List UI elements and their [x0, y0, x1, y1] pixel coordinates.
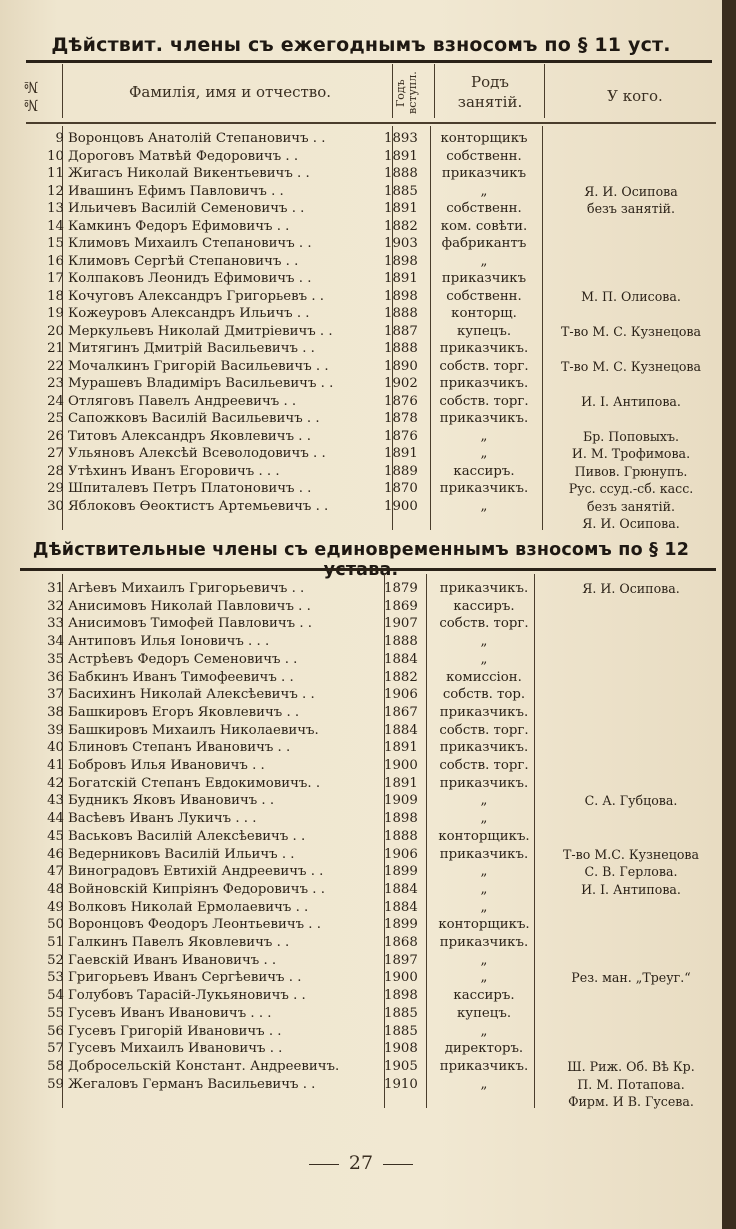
employer: И. І. Антипова. [581, 881, 681, 897]
table-row [0, 580, 722, 598]
row-number: 13 [47, 201, 64, 216]
row-number: 56 [47, 1023, 64, 1039]
join-year: 1900 [384, 498, 418, 514]
row-number: 34 [47, 634, 64, 650]
member-name: Бабкинъ Иванъ Тимофеевичъ . . [68, 669, 294, 685]
table-row [0, 148, 722, 166]
row-number: 11 [47, 166, 64, 181]
employer: Я. И. Осипова [584, 183, 678, 199]
member-name: Дороговъ Матвѣй Федоровичъ . . [68, 148, 299, 164]
join-year: 1898 [384, 811, 418, 827]
row-number: 27 [47, 446, 64, 461]
join-year: 1876 [384, 428, 418, 444]
table-row [0, 498, 722, 516]
member-name: Кочуговъ Александръ Григорьевъ . . [68, 288, 324, 304]
join-year: 1888 [384, 341, 418, 356]
table-row [0, 410, 722, 428]
join-year: 1908 [384, 1041, 418, 1057]
column-header-year: Годъ вступл. [394, 71, 419, 115]
join-year: 1891 [384, 775, 418, 791]
join-year: 1907 [384, 616, 418, 632]
occupation: „ [480, 651, 488, 667]
occupation: кассиръ. [453, 988, 515, 1004]
table-row [0, 686, 722, 704]
table-row [0, 669, 722, 687]
occupation: „ [480, 253, 488, 269]
table-row [0, 1005, 722, 1023]
join-year: 1876 [384, 393, 418, 409]
table-row [0, 934, 722, 952]
occupation: приказчикъ [441, 271, 527, 286]
table-row [0, 863, 722, 881]
join-year: 1882 [384, 669, 418, 685]
join-year: 1902 [384, 376, 418, 391]
member-name: Камкинъ Федоръ Ефимовичъ . . [68, 218, 290, 234]
member-name: Астрѣевъ Федоръ Семеновичъ . . [68, 651, 298, 667]
occupation: приказчикъ. [439, 740, 529, 756]
member-name: Анисимовъ Тимофей Павловичъ . . [68, 616, 313, 632]
divider [62, 64, 63, 118]
column-header-name: Фамилія, имя и отчество. [128, 83, 332, 101]
join-year: 1906 [384, 687, 418, 703]
table-row [0, 463, 722, 481]
occupation: конторщ. [451, 306, 517, 321]
employer: Я. И. Осипова. [582, 516, 680, 531]
member-name: Волковъ Николай Ермолаевичъ . . [68, 899, 309, 915]
member-name: Блиновъ Степанъ Ивановичъ . . [68, 740, 291, 756]
join-year: 1888 [384, 166, 418, 181]
row-number: 25 [47, 411, 64, 426]
table-row [0, 340, 722, 358]
occupation: собств. торг. [439, 758, 529, 773]
row-number: 31 [47, 581, 64, 596]
join-year: 1891 [384, 148, 418, 164]
table-row [0, 253, 722, 271]
row-number: 30 [47, 498, 64, 514]
occupation: купецъ. [456, 323, 512, 339]
employer: Бр. Поповыхъ. [582, 428, 680, 444]
row-number: 23 [47, 376, 64, 391]
occupation: приказчикъ. [439, 581, 529, 596]
occupation: „ [480, 498, 488, 514]
member-name: Гаевскій Иванъ Ивановичъ . . [68, 952, 277, 968]
join-year: 1899 [384, 864, 418, 880]
table-row [0, 757, 722, 775]
occupation: приказчикъ. [439, 411, 529, 426]
member-name: Воронцовъ Феодоръ Леонтьевичъ . . [68, 917, 321, 933]
row-number: 46 [47, 846, 64, 862]
join-year: 1890 [384, 358, 418, 374]
row-number: 24 [47, 393, 64, 409]
table-row [0, 1076, 722, 1094]
member-name: Григорьевъ Иванъ Сергѣевичъ . . [68, 970, 302, 986]
occupation: приказчикъ. [439, 846, 529, 862]
row-number: 42 [47, 775, 64, 791]
section2-title: Дѣйствительные члены съ единовременнымъ взносомъ по § 12 устава. [32, 540, 690, 580]
occupation: приказчикъ. [439, 376, 529, 391]
join-year: 1884 [384, 722, 418, 738]
row-number: 14 [47, 218, 64, 234]
row-number: 19 [47, 306, 64, 321]
table-row [0, 1023, 722, 1041]
page-number [0, 1152, 722, 1174]
employer: Т-во М. С. Кузнецова [560, 358, 702, 374]
occupation: конторщикъ [440, 131, 528, 146]
member-name: Гусевъ Иванъ Ивановичъ . . . [68, 1005, 272, 1021]
page-number-text: 27 [348, 1152, 374, 1174]
column-header-number: №№ [22, 78, 40, 114]
table-row [0, 445, 722, 463]
employer: Ш. Риж. Об. Вѣ Кр. [567, 1058, 695, 1074]
join-year: 1910 [384, 1076, 418, 1092]
employer: безъ занятій. [586, 498, 676, 514]
divider [544, 64, 545, 118]
occupation: собственн. [446, 288, 522, 304]
occupation: комиссіон. [446, 669, 522, 685]
row-number: 12 [47, 183, 64, 199]
row-number: 32 [47, 598, 64, 614]
table-row [0, 1040, 722, 1058]
occupation: приказчикъ. [439, 775, 529, 791]
member-name: Жигасъ Николай Викентьевичъ . . [68, 166, 310, 181]
occupation: кассиръ. [453, 463, 515, 479]
table-row [0, 270, 722, 288]
join-year: 1884 [384, 899, 418, 915]
table-row [0, 899, 722, 917]
book-edge [722, 0, 736, 1229]
table-row [0, 200, 722, 218]
member-name: Анисимовъ Николай Павловичъ . . [68, 598, 311, 614]
occupation: „ [480, 428, 488, 444]
employer: Т-во М.С. Кузнецова [562, 846, 700, 862]
table-row [0, 987, 722, 1005]
occupation: „ [480, 811, 488, 827]
occupation: фабрикантъ [441, 236, 527, 251]
member-name: Меркульевъ Николай Дмитріевичъ . . [68, 323, 333, 339]
occupation: приказчикъ. [439, 704, 529, 720]
join-year: 1899 [384, 917, 418, 933]
join-year: 1887 [384, 323, 418, 339]
row-number: 21 [47, 341, 64, 356]
occupation: приказчикъ. [439, 1058, 529, 1074]
row-number: 59 [47, 1076, 64, 1092]
join-year: 1903 [384, 236, 418, 251]
occupation: собств. торг. [439, 358, 529, 374]
member-name: Ивашинъ Ефимъ Павловичъ . . [68, 183, 284, 199]
table-row [0, 288, 722, 306]
table-row [0, 598, 722, 616]
occupation: „ [480, 970, 488, 986]
row-number: 55 [47, 1005, 64, 1021]
row-number: 20 [47, 323, 64, 339]
table-row [0, 305, 722, 323]
section2-rule [20, 568, 716, 571]
employer: Я. И. Осипова. [582, 581, 680, 596]
row-number: 53 [47, 970, 64, 986]
member-name: Башкировъ Михаилъ Николаевичъ. [68, 722, 319, 738]
occupation: „ [480, 864, 488, 880]
table-row [0, 165, 722, 183]
join-year: 1884 [384, 881, 418, 897]
row-number: 40 [47, 740, 64, 756]
employer: Рез. ман. „Треуг.“ [571, 970, 691, 986]
employer: И. І. Антипова. [581, 393, 681, 409]
occupation: „ [480, 899, 488, 915]
table-row [0, 881, 722, 899]
table-row [0, 704, 722, 722]
member-name: Васѣевъ Иванъ Лукичъ . . . [68, 811, 257, 827]
join-year: 1909 [384, 793, 418, 809]
employer: Пивов. Грюнупъ. [574, 463, 688, 479]
row-number: 57 [47, 1041, 64, 1057]
table-row [0, 1058, 722, 1076]
table-row [0, 480, 722, 498]
occupation: конторщикъ. [438, 917, 530, 933]
row-number: 22 [47, 358, 64, 374]
employer: С. В. Герлова. [584, 864, 678, 880]
table-row [0, 615, 722, 633]
table-row [0, 846, 722, 864]
member-name: Антиповъ Илья Іоновичъ . . . [68, 634, 270, 650]
row-number: 58 [47, 1058, 64, 1074]
occupation: приказчикъ [441, 166, 527, 181]
occupation: купецъ. [456, 1005, 512, 1021]
row-number: 36 [47, 669, 64, 685]
member-name: Добросельскій Констант. Андреевичъ. [68, 1058, 340, 1074]
row-number: 47 [47, 864, 64, 880]
member-name: Войновскій Кипріянъ Федоровичъ . . [68, 881, 325, 897]
table-row [0, 810, 722, 828]
join-year: 1906 [384, 846, 418, 862]
join-year: 1891 [384, 446, 418, 461]
occupation: „ [480, 1023, 488, 1039]
table-row [0, 651, 722, 669]
row-number: 49 [47, 899, 64, 915]
row-number: 33 [47, 616, 64, 632]
join-year: 1898 [384, 288, 418, 304]
member-name: Отляговъ Павелъ Андреевичъ . . [68, 393, 297, 409]
member-name: Воронцовъ Анатолій Степановичъ . . [68, 131, 326, 146]
member-name: Мочалкинъ Григорій Васильевичъ . . [68, 358, 329, 374]
occupation: „ [480, 1076, 488, 1092]
join-year: 1869 [384, 598, 418, 614]
member-name: Ведерниковъ Василій Ильичъ . . [68, 846, 295, 862]
table-row [0, 428, 722, 446]
member-name: Ульяновъ Алексѣй Всеволодовичъ . . [68, 446, 326, 461]
occupation: конторщикъ. [438, 828, 530, 844]
join-year: 1891 [384, 740, 418, 756]
employer: Рус. ссуд.-сб. касс. [568, 481, 694, 496]
dash [383, 1164, 413, 1165]
join-year: 1893 [384, 131, 418, 146]
occupation: „ [480, 952, 488, 968]
section1-title: Дѣйствит. члены съ ежегоднымъ взносомъ по § 11 уст. [51, 34, 671, 56]
member-name: Басихинъ Николай Алексѣевичъ . . [68, 687, 315, 703]
member-name: Климовъ Михаилъ Степановичъ . . [68, 236, 312, 251]
member-name: Агѣевъ Михаилъ Григорьевичъ . . [68, 581, 305, 596]
occupation: приказчикъ. [439, 935, 529, 950]
member-name: Башкировъ Егоръ Яковлевичъ . . [68, 704, 300, 720]
row-number: 29 [47, 481, 64, 496]
row-number: 51 [47, 935, 64, 950]
occupation: „ [480, 881, 488, 897]
column-header-employer: У кого. [607, 87, 663, 105]
row-number: 44 [47, 811, 64, 827]
employer: И. М. Трофимова. [571, 446, 691, 461]
join-year: 1879 [384, 581, 418, 596]
join-year: 1898 [384, 253, 418, 269]
member-name: Виноградовъ Евтихій Андреевичъ . . [68, 864, 324, 880]
table-row [0, 775, 722, 793]
employer: Фирм. И В. Гусева. [568, 1094, 694, 1110]
row-number: 43 [47, 793, 64, 809]
dash [309, 1164, 339, 1165]
table-row [0, 130, 722, 148]
member-name: Сапожковъ Василій Васильевичъ . . [68, 411, 320, 426]
table-row [0, 375, 722, 393]
row-number: 50 [47, 917, 64, 933]
table-row [0, 739, 722, 757]
row-number: 35 [47, 651, 64, 667]
join-year: 1884 [384, 651, 418, 667]
occupation: собств. торг. [439, 722, 529, 738]
join-year: 1878 [384, 411, 418, 426]
employer: С. А. Губцова. [584, 793, 678, 809]
title-rule [26, 60, 712, 63]
occupation: ком. совѣти. [440, 218, 528, 234]
member-name: Васьковъ Василій Алексѣевичъ . . [68, 828, 306, 844]
member-name: Галкинъ Павелъ Яковлевичъ . . [68, 935, 290, 950]
row-number: 39 [47, 722, 64, 738]
row-number: 17 [47, 271, 64, 286]
row-number: 45 [47, 828, 64, 844]
occupation: директоръ. [444, 1041, 524, 1057]
table-row [0, 235, 722, 253]
row-number: 48 [47, 881, 64, 897]
join-year: 1898 [384, 988, 418, 1004]
occupation: „ [480, 446, 488, 461]
join-year: 1888 [384, 306, 418, 321]
employer: безъ занятій. [586, 201, 676, 216]
join-year: 1905 [384, 1058, 418, 1074]
divider [434, 64, 435, 118]
member-name: Гусевъ Григорій Ивановичъ . . [68, 1023, 282, 1039]
join-year: 1867 [384, 704, 418, 720]
employer: М. П. Олисова. [581, 288, 681, 304]
join-year: 1900 [384, 758, 418, 773]
row-number: 54 [47, 988, 64, 1004]
occupation: приказчикъ. [439, 481, 529, 496]
join-year: 1885 [384, 183, 418, 199]
member-name: Богатскій Степанъ Евдокимовичъ. . [68, 775, 321, 791]
divider [392, 64, 393, 118]
table-row [0, 183, 722, 201]
row-number: 9 [55, 131, 64, 146]
row-number: 16 [47, 253, 64, 269]
employer: П. М. Потапова. [577, 1076, 685, 1092]
row-number: 38 [47, 704, 64, 720]
join-year: 1882 [384, 218, 418, 234]
table-row [0, 722, 722, 740]
occupation: „ [480, 793, 488, 809]
occupation: „ [480, 183, 488, 199]
join-year: 1870 [384, 481, 418, 496]
member-name: Титовъ Александръ Яковлевичъ . . [68, 428, 311, 444]
member-name: Ильичевъ Василій Семеновичъ . . [68, 201, 305, 216]
join-year: 1900 [384, 970, 418, 986]
member-name: Шпиталевъ Петръ Платоновичъ . . [68, 481, 312, 496]
occupation: „ [480, 634, 488, 650]
occupation: собственн. [446, 148, 522, 164]
occupation: кассиръ. [453, 598, 515, 614]
row-number: 37 [47, 687, 64, 703]
table-row [0, 633, 722, 651]
row-number: 52 [47, 952, 64, 968]
occupation: приказчикъ. [439, 341, 529, 356]
member-name: Жегаловъ Германъ Васильевичъ . . [68, 1076, 316, 1092]
row-number: 28 [47, 463, 64, 479]
table-row [0, 515, 722, 533]
table-row [0, 358, 722, 376]
member-name: Будникъ Яковъ Ивановичъ . . [68, 793, 275, 809]
occupation: собств. торг. [439, 393, 529, 409]
row-number: 15 [47, 236, 64, 251]
member-name: Климовъ Сергѣй Степановичъ . . [68, 253, 299, 269]
member-name: Гусевъ Михаилъ Ивановичъ . . [68, 1041, 283, 1057]
table-row [0, 393, 722, 411]
member-name: Бобровъ Илья Ивановичъ . . [68, 758, 265, 773]
member-name: Митягинъ Дмитрій Васильевичъ . . [68, 341, 315, 356]
join-year: 1888 [384, 828, 418, 844]
employer: Т-во М. С. Кузнецова [560, 323, 702, 339]
member-name: Яблоковъ Ѳеоктистъ Артемьевичъ . . [68, 498, 329, 514]
join-year: 1897 [384, 952, 418, 968]
row-number: 10 [47, 148, 64, 164]
table-row [0, 323, 722, 341]
table-row [0, 969, 722, 987]
header-rule [26, 122, 716, 124]
row-number: 26 [47, 428, 64, 444]
join-year: 1889 [384, 463, 418, 479]
join-year: 1868 [384, 935, 418, 950]
member-name: Мурашевъ Владиміръ Васильевичъ . . [68, 376, 334, 391]
join-year: 1885 [384, 1023, 418, 1039]
table-row [0, 1093, 722, 1111]
member-name: Голубовъ Тарасій-Лукьяновичъ . . [68, 988, 306, 1004]
member-name: Колпаковъ Леонидъ Ефимовичъ . . [68, 271, 312, 286]
join-year: 1891 [384, 201, 418, 216]
table-row [0, 792, 722, 810]
join-year: 1888 [384, 634, 418, 650]
table-row [0, 828, 722, 846]
row-number: 41 [47, 758, 64, 773]
member-name: Кожеуровъ Александръ Ильичъ . . [68, 306, 310, 321]
table-row [0, 218, 722, 236]
column-header-occupation: Родъ занятій. [457, 73, 523, 111]
member-name: Утѣхинъ Иванъ Егоровичъ . . . [68, 463, 280, 479]
occupation: собственн. [446, 201, 522, 216]
table-row [0, 952, 722, 970]
occupation: собств. торг. [439, 616, 529, 632]
table-row [0, 916, 722, 934]
row-number: 18 [47, 288, 64, 304]
join-year: 1885 [384, 1005, 418, 1021]
join-year: 1891 [384, 271, 418, 286]
occupation: собств. тор. [442, 687, 526, 703]
